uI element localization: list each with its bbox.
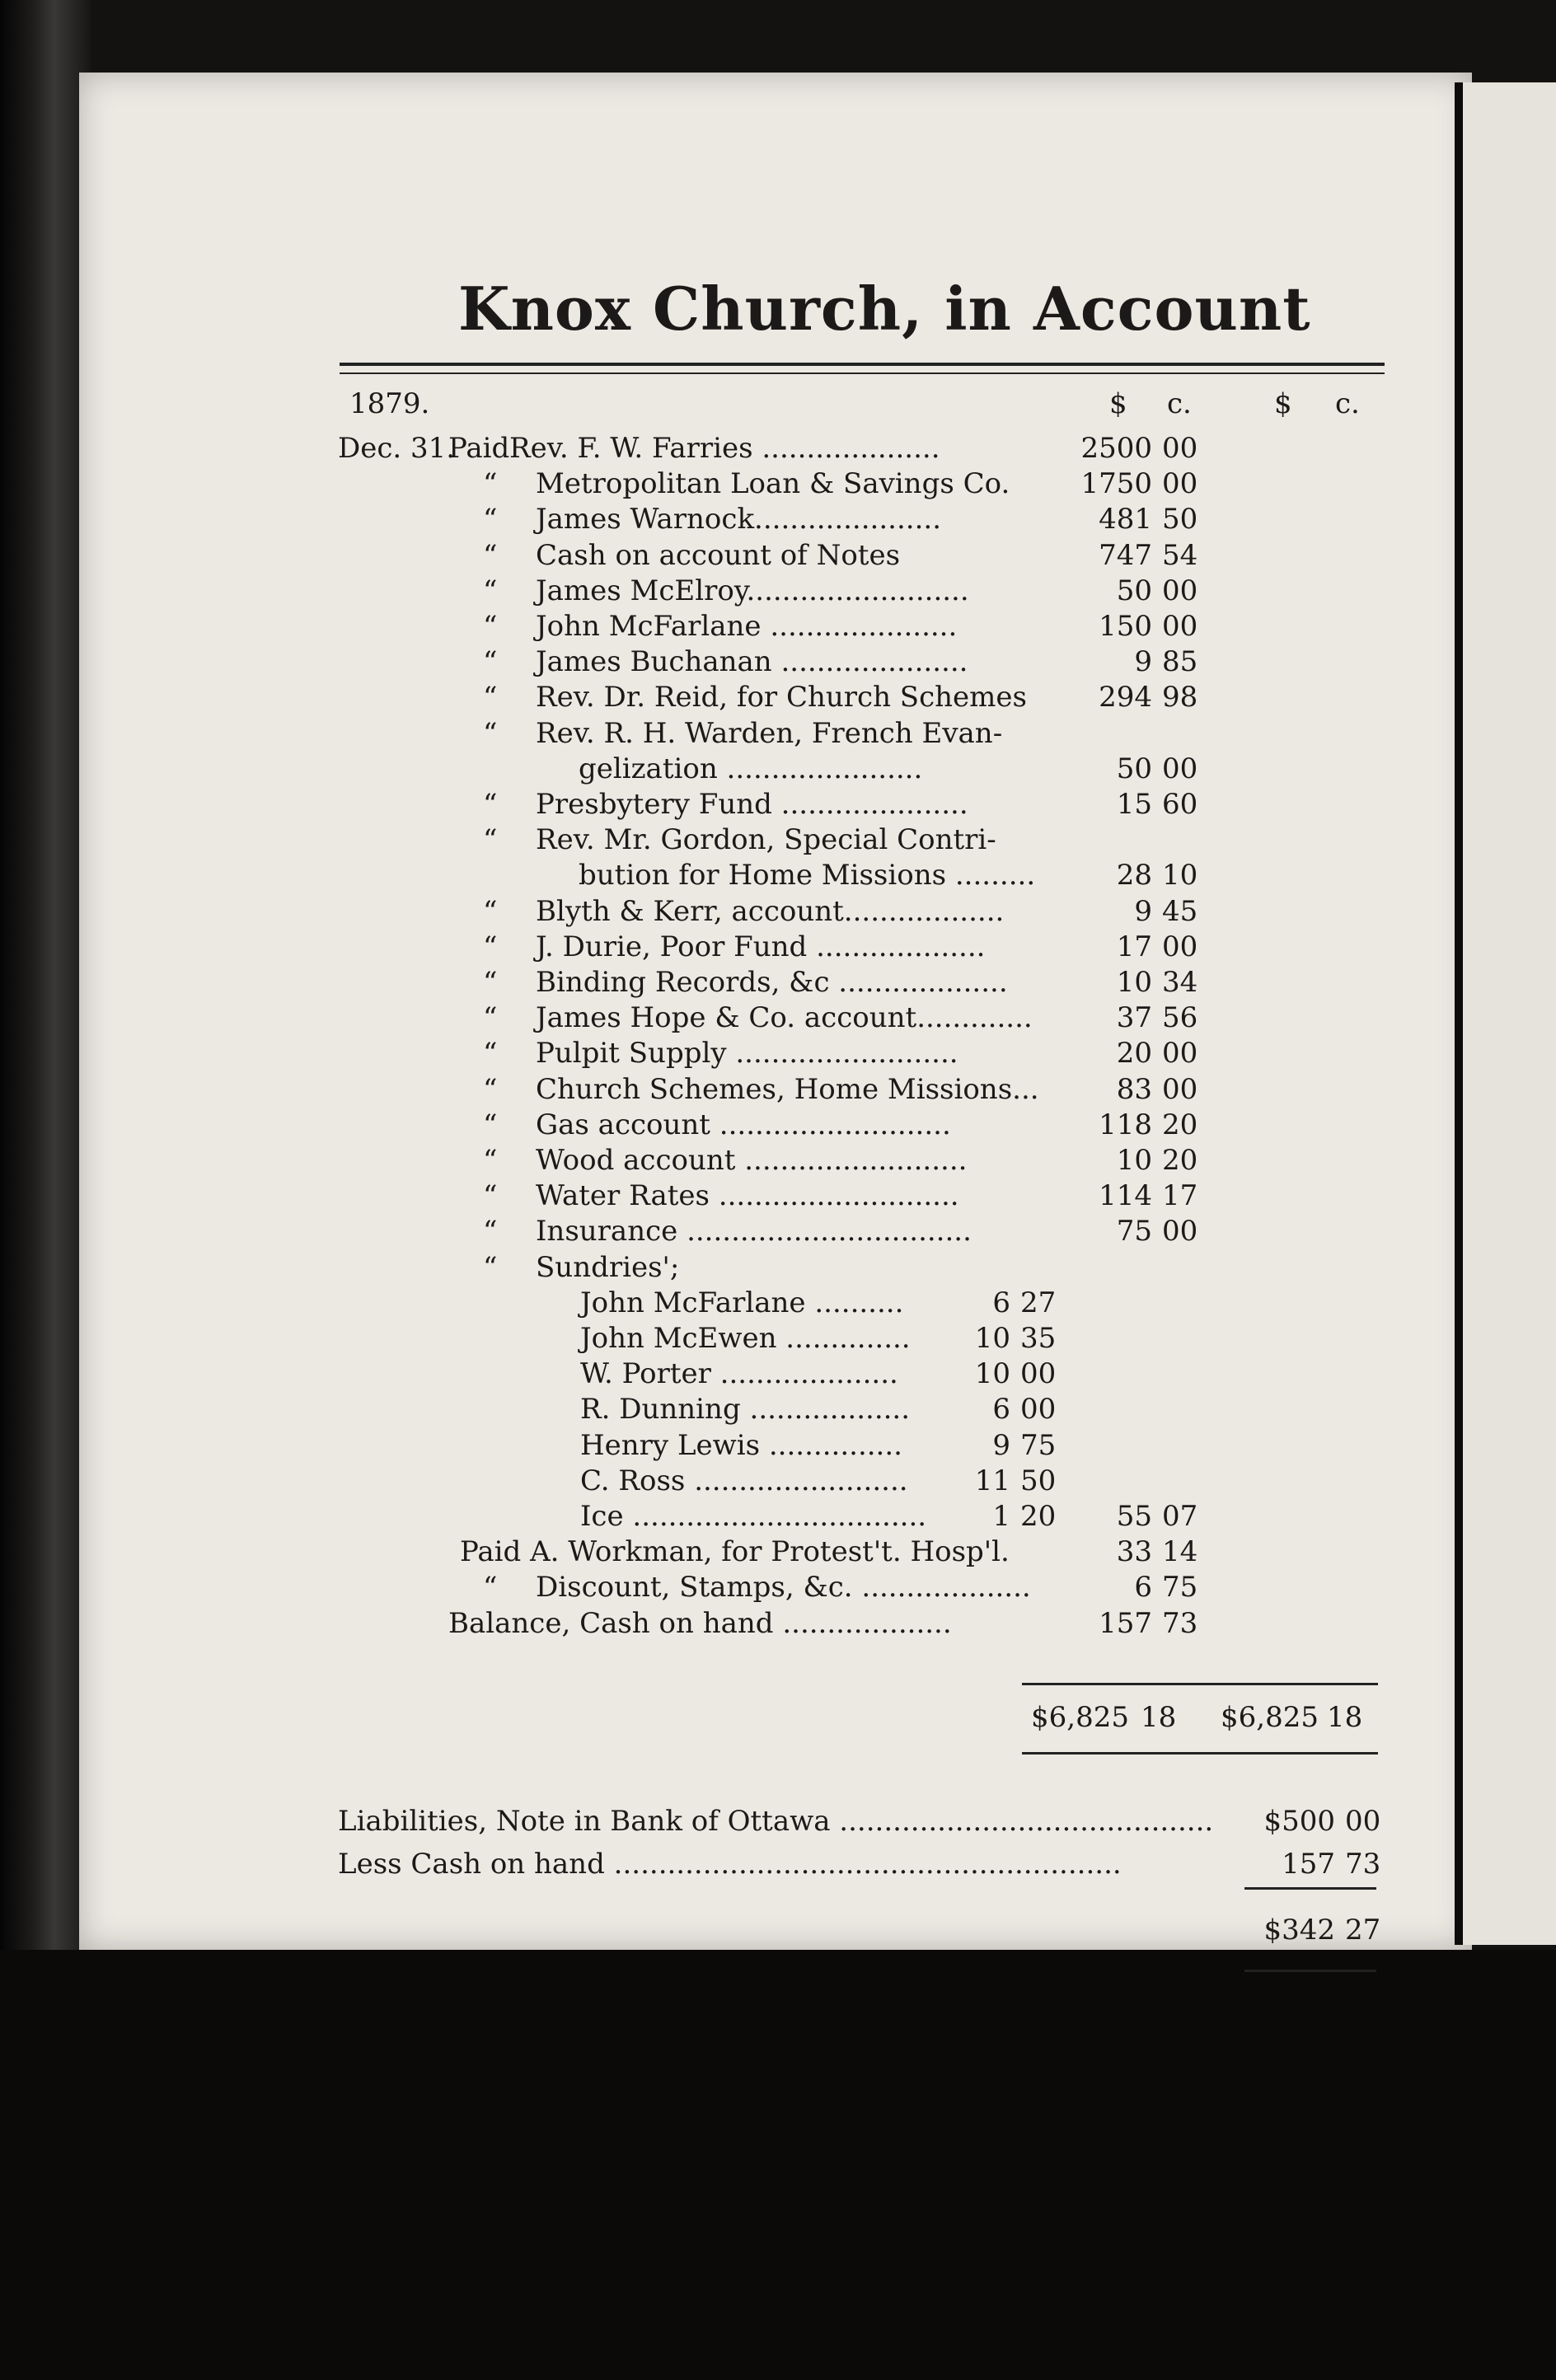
ledger-row bbox=[338, 1000, 1385, 1036]
entry-dollars: 17 bbox=[1116, 930, 1152, 963]
entry-label: Presbytery Fund ..................... bbox=[536, 788, 968, 821]
ledger-row bbox=[338, 893, 1385, 930]
entry-label: J. Durie, Poor Fund ................... bbox=[536, 930, 986, 963]
less-cash-label: Less Cash on hand ......................................................... bbox=[338, 1848, 1122, 1881]
ledger-row bbox=[338, 573, 1385, 609]
entry-cents: 73 bbox=[1162, 1606, 1198, 1640]
entry-prefix: “ bbox=[483, 788, 498, 821]
ledger-row bbox=[338, 1178, 1385, 1214]
title-rule bbox=[340, 363, 1385, 366]
entry-cents: 00 bbox=[1162, 610, 1198, 643]
dollar-header-2: $ bbox=[1274, 387, 1292, 420]
entry-cents: 75 bbox=[1020, 1428, 1057, 1462]
liability-label: Liabilities, Note in Bank of Ottawa .......................................... bbox=[338, 1805, 1214, 1838]
entry-label: Water Rates ........................... bbox=[536, 1179, 959, 1213]
entry-cents: 85 bbox=[1162, 645, 1198, 679]
net-dollars: $342 bbox=[1263, 1914, 1335, 1947]
entry-cents: 00 bbox=[1162, 1072, 1198, 1106]
entry-dollars: 6 bbox=[992, 1393, 1010, 1427]
entry-prefix: “ bbox=[483, 930, 498, 963]
ledger-row bbox=[338, 1605, 1385, 1642]
entry-dollars: 50 bbox=[1116, 574, 1152, 607]
entry-dollars: 10 bbox=[974, 1357, 1010, 1391]
entry-cents: 00 bbox=[1162, 467, 1198, 501]
entry-label: Discount, Stamps, &c. ................... bbox=[536, 1571, 1031, 1605]
dollar-header-1: $ bbox=[1109, 387, 1127, 420]
entry-dollars: 1750 bbox=[1080, 467, 1152, 501]
entry-prefix: “ bbox=[483, 1108, 498, 1141]
ledger-row bbox=[338, 1569, 1385, 1605]
entry-dollars: 1 bbox=[992, 1500, 1010, 1533]
entry-label: James McElroy......................... bbox=[536, 574, 969, 607]
entry-label: James Warnock..................... bbox=[536, 503, 942, 536]
entry-label: Blyth & Kerr, account.................. bbox=[536, 894, 1005, 928]
background-below-page bbox=[0, 1950, 1556, 2380]
entry-dollars: 150 bbox=[1099, 610, 1152, 643]
entry-dollars: 10 bbox=[974, 1322, 1010, 1355]
entry-dollars: 6 bbox=[992, 1286, 1010, 1319]
entry-label: Church Schemes, Home Missions... bbox=[536, 1072, 1039, 1106]
ledger-row bbox=[338, 1213, 1385, 1249]
entry-cents: 00 bbox=[1162, 574, 1198, 607]
entry-dollars: 10 bbox=[1116, 1144, 1152, 1177]
entry-label: John McFarlane ..................... bbox=[536, 610, 958, 643]
liability-dollars: $500 bbox=[1263, 1805, 1335, 1838]
entry-prefix: “ bbox=[483, 1144, 498, 1177]
sundry-row bbox=[338, 1285, 1385, 1321]
entry-dollars: 747 bbox=[1099, 538, 1152, 572]
entry-cents: 00 bbox=[1162, 432, 1198, 465]
ledger-row bbox=[338, 1142, 1385, 1178]
ledger-row bbox=[338, 751, 1385, 787]
ledger-row bbox=[338, 1035, 1385, 1071]
entry-label: Rev. F. W. Farries .................... bbox=[509, 432, 940, 465]
entry-cents: 00 bbox=[1162, 1037, 1198, 1071]
entry-dollars: 20 bbox=[1116, 1037, 1152, 1071]
total-left-cents: 18 bbox=[1141, 1701, 1177, 1734]
entry-label: R. Dunning .................. bbox=[580, 1393, 911, 1427]
ledger-row bbox=[338, 929, 1385, 965]
entry-cents: 50 bbox=[1020, 1464, 1057, 1497]
entry-prefix: “ bbox=[483, 467, 498, 501]
entry-label: Henry Lewis ............... bbox=[580, 1428, 902, 1462]
entry-dollars: 481 bbox=[1099, 503, 1152, 536]
ledger-row bbox=[338, 1534, 1385, 1570]
entry-prefix: “ bbox=[483, 574, 498, 607]
less-cash-cents: 73 bbox=[1345, 1848, 1381, 1881]
entry-cents: 00 bbox=[1020, 1357, 1057, 1391]
entry-label: W. Porter .................... bbox=[580, 1357, 898, 1391]
entry-cents: 00 bbox=[1162, 930, 1198, 963]
entry-cents: 34 bbox=[1162, 966, 1198, 999]
sundries-total-dollars: 55 bbox=[1116, 1500, 1152, 1533]
entry-dollars: 33 bbox=[1116, 1535, 1152, 1569]
entry-prefix: “ bbox=[483, 1037, 498, 1071]
entry-label: Insurance ................................ bbox=[536, 1215, 972, 1249]
total-rule-top bbox=[1022, 1683, 1378, 1685]
entry-dollars: 6 bbox=[1134, 1571, 1152, 1605]
entry-prefix: “ bbox=[483, 503, 498, 536]
totals-row bbox=[1022, 1699, 1385, 1736]
entry-label: James Buchanan ..................... bbox=[536, 645, 968, 679]
entry-dollars: 37 bbox=[1116, 1001, 1152, 1035]
entry-cents: 00 bbox=[1162, 752, 1198, 785]
sundry-row bbox=[338, 1356, 1385, 1392]
entry-cents: 17 bbox=[1162, 1179, 1198, 1213]
entry-dollars: 75 bbox=[1116, 1215, 1152, 1249]
entry-dollars: 83 bbox=[1116, 1072, 1152, 1106]
column-header-row bbox=[349, 386, 1388, 422]
sundry-row bbox=[338, 1391, 1385, 1427]
entry-label: Gas account .......................... bbox=[536, 1108, 951, 1141]
entry-dollars: 28 bbox=[1116, 859, 1152, 892]
entry-prefix: Paid bbox=[448, 432, 510, 465]
sundry-row bbox=[338, 1427, 1385, 1464]
entry-prefix: “ bbox=[483, 1072, 498, 1106]
entry-cents: 20 bbox=[1020, 1500, 1057, 1533]
entry-prefix: “ bbox=[483, 1179, 498, 1213]
page-title: Knox Church, in Account bbox=[458, 274, 1311, 344]
entry-dollars: 2500 bbox=[1080, 432, 1152, 465]
entry-label: Paid A. Workman, for Protest't. Hosp'l. bbox=[460, 1535, 1010, 1569]
cent-header-1: c. bbox=[1167, 387, 1192, 420]
entry-cents: 10 bbox=[1162, 859, 1198, 892]
entry-dollars: 9 bbox=[992, 1428, 1010, 1462]
ledger-row bbox=[338, 786, 1385, 822]
less-cash-row bbox=[338, 1846, 1385, 1882]
ledger-row bbox=[338, 679, 1385, 715]
entry-label: Cash on account of Notes bbox=[536, 538, 901, 572]
entry-dollars: 118 bbox=[1099, 1108, 1152, 1141]
ledger-row bbox=[338, 822, 1385, 858]
entry-label: Rev. Dr. Reid, for Church Schemes bbox=[536, 681, 1027, 714]
total-left-dollars: $6,825 bbox=[1031, 1701, 1129, 1734]
entry-dollars: 114 bbox=[1099, 1179, 1152, 1213]
entry-cents: 20 bbox=[1162, 1108, 1198, 1141]
entry-label: Metropolitan Loan & Savings Co. bbox=[536, 467, 1010, 501]
sundries-total-cents: 07 bbox=[1162, 1500, 1198, 1533]
title-rule-thin bbox=[340, 372, 1385, 374]
entry-label: bution for Home Missions ......... bbox=[579, 859, 1036, 892]
entry-label: Ice ................................. bbox=[580, 1500, 927, 1533]
entry-label: Rev. Mr. Gordon, Special Contri- bbox=[536, 823, 996, 857]
sundry-row bbox=[338, 1320, 1385, 1356]
liability-row bbox=[338, 1803, 1385, 1839]
ledger-row bbox=[338, 466, 1385, 502]
ledger-row bbox=[338, 644, 1385, 680]
entry-label: gelization ...................... bbox=[579, 752, 923, 785]
facing-page-edge bbox=[1455, 82, 1556, 1945]
entry-label: James Hope & Co. account............. bbox=[536, 1001, 1033, 1035]
ledger-row bbox=[338, 715, 1385, 752]
entry-cents: 54 bbox=[1162, 538, 1198, 572]
entry-cents: 35 bbox=[1020, 1322, 1057, 1355]
ledger-row bbox=[338, 1107, 1385, 1143]
entry-dollars: 11 bbox=[974, 1464, 1010, 1497]
entry-label: John McEwen .............. bbox=[580, 1322, 911, 1355]
ledger-row bbox=[338, 964, 1385, 1000]
entry-prefix: “ bbox=[483, 894, 498, 928]
entry-dollars: 294 bbox=[1099, 681, 1152, 714]
entry-cents: 14 bbox=[1162, 1535, 1198, 1569]
entry-dollars: 9 bbox=[1134, 894, 1152, 928]
entry-dollars: 157 bbox=[1099, 1606, 1152, 1640]
entry-label: C. Ross ........................ bbox=[580, 1464, 908, 1497]
net-cents: 27 bbox=[1345, 1914, 1381, 1947]
entry-label: John McFarlane .......... bbox=[580, 1286, 904, 1319]
entry-prefix: “ bbox=[483, 610, 498, 643]
total-right-cents: 18 bbox=[1327, 1701, 1363, 1734]
entry-prefix: “ bbox=[483, 966, 498, 999]
cent-header-2: c. bbox=[1335, 387, 1360, 420]
entry-label: Balance, Cash on hand ................... bbox=[448, 1606, 952, 1640]
ledger-row bbox=[338, 857, 1385, 893]
entry-dollars: 10 bbox=[1116, 966, 1152, 999]
entry-cents: 27 bbox=[1020, 1286, 1057, 1319]
entry-prefix: “ bbox=[483, 716, 498, 750]
entry-prefix: “ bbox=[483, 645, 498, 679]
sundries-total-row bbox=[338, 1498, 1385, 1534]
entry-label: Binding Records, &c ................... bbox=[536, 966, 1008, 999]
entry-cents: 20 bbox=[1162, 1144, 1198, 1177]
entry-label: Wood account ......................... bbox=[536, 1144, 968, 1177]
ledger-row bbox=[338, 1071, 1385, 1108]
entry-cents: 98 bbox=[1162, 681, 1198, 714]
entry-dollars: 9 bbox=[1134, 645, 1152, 679]
net-rule-top bbox=[1244, 1887, 1376, 1890]
ledger-row bbox=[338, 430, 1385, 466]
total-rule-bottom bbox=[1022, 1752, 1378, 1755]
entry-cents: 45 bbox=[1162, 894, 1198, 928]
ledger-row bbox=[338, 608, 1385, 644]
entry-label: Sundries'; bbox=[536, 1250, 680, 1284]
entry-cents: 56 bbox=[1162, 1001, 1198, 1035]
entry-dollars: 15 bbox=[1116, 788, 1152, 821]
entry-dollars: 50 bbox=[1116, 752, 1152, 785]
ledger-row bbox=[338, 501, 1385, 537]
entry-prefix: “ bbox=[483, 1571, 498, 1605]
year-label: 1879. bbox=[349, 387, 430, 420]
entry-prefix: “ bbox=[483, 823, 498, 857]
total-right-dollars: $6,825 bbox=[1221, 1701, 1319, 1734]
entry-prefix: “ bbox=[483, 1250, 498, 1284]
net-row bbox=[338, 1912, 1385, 1948]
liability-cents: 00 bbox=[1345, 1805, 1381, 1838]
date-label: Dec. 31. bbox=[338, 432, 456, 465]
entry-cents: 00 bbox=[1020, 1393, 1057, 1427]
sundry-row bbox=[338, 1463, 1385, 1499]
ledger-row bbox=[338, 1249, 1385, 1286]
entry-cents: 00 bbox=[1162, 1215, 1198, 1249]
entry-prefix: “ bbox=[483, 1001, 498, 1035]
entry-cents: 75 bbox=[1162, 1571, 1198, 1605]
entry-prefix: “ bbox=[483, 681, 498, 714]
entry-cents: 60 bbox=[1162, 788, 1198, 821]
entry-prefix: “ bbox=[483, 538, 498, 572]
entry-prefix: “ bbox=[483, 1215, 498, 1249]
entry-label: Rev. R. H. Warden, French Evan- bbox=[536, 716, 1003, 750]
less-cash-dollars: 157 bbox=[1282, 1848, 1335, 1881]
entry-label: Pulpit Supply ......................... bbox=[536, 1037, 958, 1071]
entry-cents: 50 bbox=[1162, 503, 1198, 536]
ledger-row bbox=[338, 537, 1385, 574]
net-rule-bottom bbox=[1244, 1970, 1376, 1972]
